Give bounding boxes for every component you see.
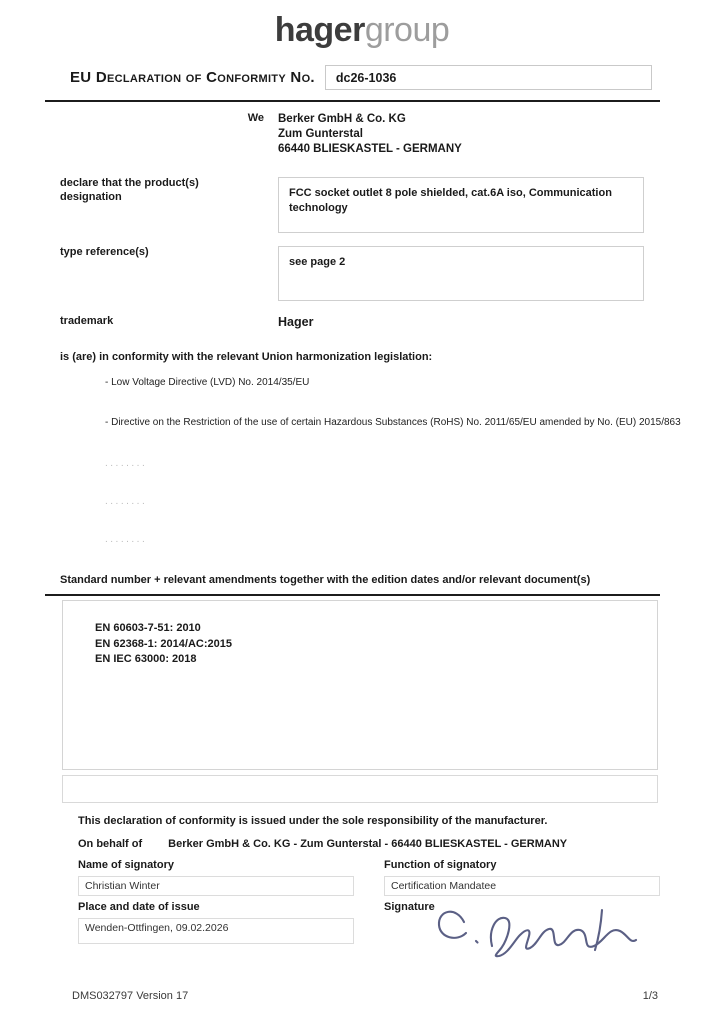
company-street: Zum Gunterstal bbox=[278, 128, 363, 141]
company-section bbox=[0, 112, 724, 157]
legislation-item-rohs: - Directive on the Restriction of the use of certain Hazardous Substances (RoHS) No. 2011/65/EU amended by No. (EU) 2015/863 bbox=[105, 417, 681, 429]
legislation-placeholder-2: ........ bbox=[105, 496, 148, 508]
designation-value: FCC socket outlet 8 pole shielded, cat.6A iso, Communication technology bbox=[289, 187, 612, 215]
designation-label-line1: declare that the product(s) bbox=[60, 177, 199, 190]
signatory-section bbox=[78, 859, 660, 944]
trademark-label: trademark bbox=[60, 315, 114, 328]
we-label: We bbox=[247, 112, 264, 125]
signatory-name-label: Name of signatory bbox=[78, 859, 174, 872]
additional-documents-box bbox=[62, 775, 658, 803]
designation-section bbox=[0, 177, 724, 233]
signature-label: Signature bbox=[384, 901, 435, 914]
place-date-value: Wenden-Ottfingen, 09.02.2026 bbox=[78, 918, 354, 944]
type-reference-label: type reference(s) bbox=[60, 246, 149, 259]
designation-label-line2: designation bbox=[60, 190, 122, 203]
logo-text-hager: hager bbox=[274, 11, 365, 49]
on-behalf-label: On behalf of bbox=[78, 838, 143, 851]
standard-item-3: EN IEC 63000: 2018 bbox=[95, 652, 197, 665]
document-number: dc26-1036 bbox=[335, 70, 397, 85]
designation-label bbox=[60, 177, 278, 233]
page-number: 1/3 bbox=[642, 990, 658, 1002]
type-reference-field bbox=[278, 246, 644, 301]
signature-area bbox=[384, 918, 660, 944]
company-city: 66440 BLIESKASTEL - GERMANY bbox=[278, 143, 462, 156]
standards-divider bbox=[45, 594, 660, 596]
trademark-section bbox=[0, 315, 724, 329]
standard-item-2: EN 62368-1: 2014/AC:2015 bbox=[95, 637, 232, 650]
type-reference-value: see page 2 bbox=[289, 256, 346, 269]
place-date-label: Place and date of issue bbox=[78, 901, 200, 914]
designation-field bbox=[278, 177, 644, 233]
trademark-value: Hager bbox=[278, 315, 314, 330]
logo-text-group: group bbox=[364, 11, 450, 49]
legislation-placeholder-1: ........ bbox=[105, 458, 148, 470]
signatory-function-label: Function of signatory bbox=[384, 859, 497, 872]
page-footer bbox=[72, 990, 658, 1002]
designation-content bbox=[278, 177, 644, 233]
standards-list-box bbox=[62, 600, 658, 770]
company-address bbox=[278, 112, 644, 157]
signatory-name-value: Christian Winter bbox=[78, 876, 354, 896]
signatory-function-value: Certification Mandatee bbox=[384, 876, 660, 896]
legislation-placeholder-3: ........ bbox=[105, 534, 148, 546]
responsibility-statement: This declaration of conformity is issued under the sole responsibility of the manufacturer. bbox=[78, 815, 548, 828]
standard-item-1: EN 60603-7-51: 2010 bbox=[95, 622, 201, 635]
document-title: EU Declaration of Conformity No. bbox=[70, 69, 315, 87]
on-behalf-value: Berker GmbH & Co. KG - Zum Gunterstal - 66440 BLIESKASTEL - GERMANY bbox=[168, 838, 568, 851]
legislation-heading: is (are) in conformity with the relevant Union harmonization legislation: bbox=[60, 351, 433, 364]
on-behalf-row bbox=[78, 838, 664, 850]
document-reference: DMS032797 Version 17 bbox=[72, 990, 189, 1002]
standards-heading: Standard number + relevant amendments together with the edition dates and/or relevant document(s) bbox=[60, 574, 591, 587]
document-number-field bbox=[325, 65, 652, 90]
hagergroup-logo bbox=[0, 0, 724, 49]
type-reference-content bbox=[278, 246, 644, 301]
legislation-item-lvd: - Low Voltage Directive (LVD) No. 2014/35/EU bbox=[105, 377, 310, 389]
type-reference-section bbox=[0, 246, 724, 301]
title-row bbox=[70, 65, 652, 90]
company-name: Berker GmbH & Co. KG bbox=[278, 113, 406, 126]
header-divider bbox=[45, 100, 660, 102]
